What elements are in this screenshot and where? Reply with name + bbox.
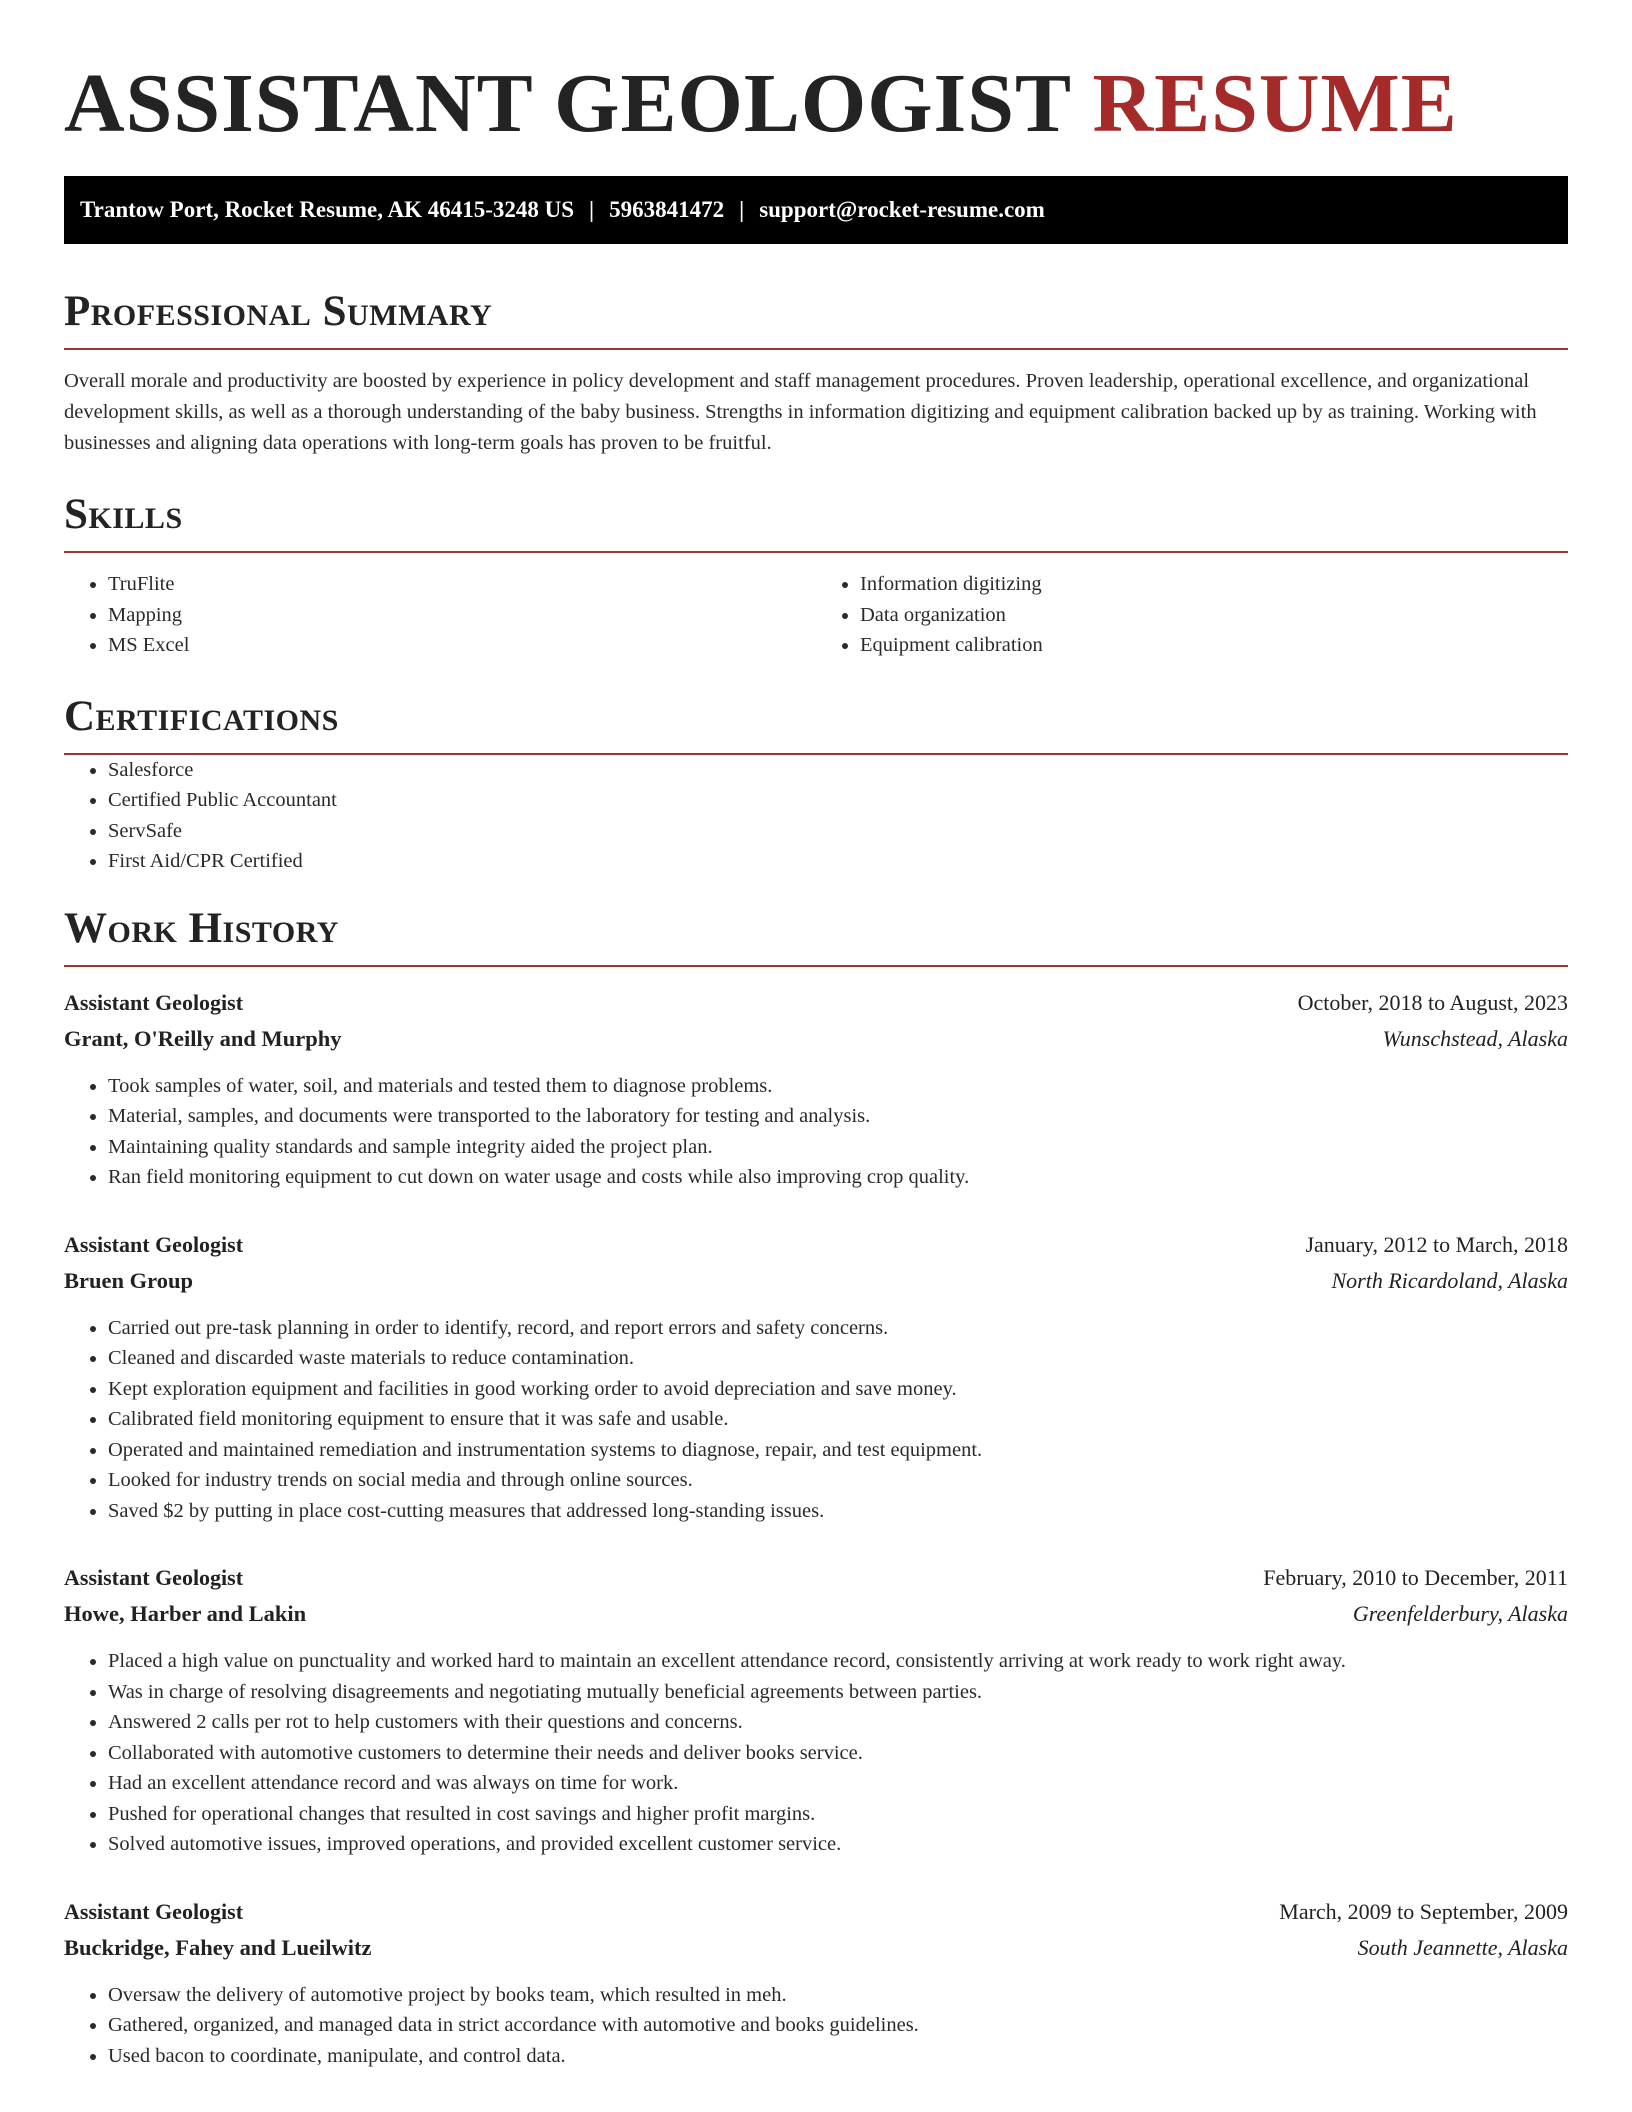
job-bullet: • Material, samples, and documents were transported to the laboratory for testing and analysis. (108, 1101, 1568, 1132)
job-bullets (64, 1071, 1568, 1193)
skills-section (64, 493, 1568, 661)
job-entry (64, 1894, 1568, 2072)
job-bullets (64, 1313, 1568, 1527)
job-location: Greenfelderbury, Alaska (1352, 1601, 1568, 1626)
job-bullet: • Used bacon to coordinate, manipulate, and control data. (108, 2041, 1568, 2072)
job-dates: January, 2012 to March, 2018 (1305, 1231, 1568, 1257)
job-bullet: • Looked for industry trends on social media and through online sources. (108, 1465, 1568, 1496)
job-dates: February, 2010 to December, 2011 (1263, 1565, 1568, 1590)
job-company: Grant, O'Reilly and Murphy (64, 1025, 342, 1051)
job-header-row (64, 985, 1568, 1021)
job-bullet: • Gathered, organized, and managed data in strict accordance with automotive and books guidelines. (108, 2010, 1568, 2041)
job-company-row (64, 1021, 1568, 1057)
job-company-row (64, 1263, 1568, 1299)
job-header-row (64, 1894, 1568, 1930)
job-bullet: • Maintaining quality standards and sample integrity aided the project plan. (108, 1132, 1568, 1163)
skill-item: • Information digitizing (860, 569, 1568, 600)
job-dates: March, 2009 to September, 2009 (1279, 1898, 1568, 1924)
job-bullets (64, 1646, 1568, 1860)
skill-item: • Equipment calibration (860, 630, 1568, 661)
section-heading: Work History (64, 907, 1568, 967)
contact-email: support@rocket-resume.com (759, 197, 1045, 222)
job-bullet: • Had an excellent attendance record and was always on time for work. (108, 1768, 1568, 1799)
title-main: ASSISTANT GEOLOGIST (64, 57, 1071, 150)
professional-summary-section (64, 290, 1568, 459)
job-bullet: • Took samples of water, soil, and materials and tested them to diagnose problems. (108, 1071, 1568, 1102)
job-location: South Jeannette, Alaska (1357, 1934, 1568, 1960)
certification-item: • ServSafe (108, 816, 1568, 847)
job-header-row (64, 1227, 1568, 1263)
job-bullet: • Solved automotive issues, improved operations, and provided excellent customer service. (108, 1829, 1568, 1860)
job-location: North Ricardoland, Alaska (1331, 1267, 1568, 1293)
job-bullet: • Operated and maintained remediation and instrumentation systems to diagnose, repair, and test equipment. (108, 1435, 1568, 1466)
section-heading: Professional Summary (64, 290, 1568, 350)
summary-text: Overall morale and productivity are boosted by experience in policy development and staff management procedures. Proven leadership, operational excellence, and organizational development skills, as well as a thorough understanding of the baby business. Strengths in information digitizing and equipment calibration backed up by as training. Working with businesses and aligning data operations with long-term goals has proven to be fruitful. (64, 370, 1537, 454)
certifications-list (64, 755, 1568, 877)
job-bullet: • Collaborated with automotive customers to determine their needs and deliver books service. (108, 1738, 1568, 1769)
skill-item: • TruFlite (108, 569, 816, 600)
title-accent: RESUME (1092, 57, 1458, 150)
job-company-row (64, 1930, 1568, 1966)
work-history-section (64, 904, 1568, 2072)
certifications-section (64, 692, 1568, 877)
contact-phone: 5963841472 (609, 197, 725, 222)
job-bullet: • Oversaw the delivery of automotive project by books team, which resulted in meh. (108, 1980, 1568, 2011)
contact-address: Trantow Port, Rocket Resume, AK 46415-3248 US (80, 197, 575, 222)
job-company: Bruen Group (64, 1267, 193, 1293)
job-entry (64, 985, 1568, 1193)
certification-item: • Certified Public Accountant (108, 785, 1568, 816)
job-bullet: • Placed a high value on punctuality and worked hard to maintain an excellent attendance record, consistently arriving at work ready to work right away. (108, 1646, 1568, 1677)
skills-columns (64, 569, 1568, 661)
job-bullets (64, 1980, 1568, 2072)
skill-item: • MS Excel (108, 630, 816, 661)
job-bullet: • Ran field monitoring equipment to cut down on water usage and costs while also improving crop quality. (108, 1162, 1568, 1193)
job-location: Wunschstead, Alaska (1382, 1025, 1568, 1051)
skills-left-list (64, 569, 816, 661)
job-entry (64, 1227, 1568, 1527)
contact-bar (64, 176, 1568, 244)
job-title: Assistant Geologist (64, 1565, 244, 1590)
job-title: Assistant Geologist (64, 1898, 244, 1924)
job-header-row (64, 1560, 1568, 1596)
job-company: Buckridge, Fahey and Lueilwitz (64, 1934, 372, 1960)
resume-title (64, 57, 1568, 150)
job-bullet: • Calibrated field monitoring equipment to ensure that it was safe and usable. (108, 1404, 1568, 1435)
certification-item: • First Aid/CPR Certified (108, 846, 1568, 877)
job-title: Assistant Geologist (64, 989, 244, 1015)
job-company-row (64, 1596, 1568, 1632)
job-title: Assistant Geologist (64, 1231, 244, 1257)
job-company: Howe, Harber and Lakin (64, 1601, 307, 1626)
skill-item: • Mapping (108, 600, 816, 631)
skills-right-list (816, 569, 1568, 661)
section-heading: Certifications (64, 695, 1568, 755)
section-heading: Skills (64, 493, 1568, 553)
job-bullet: • Cleaned and discarded waste materials to reduce contamination. (108, 1343, 1568, 1374)
job-bullet: • Carried out pre-task planning in order to identify, record, and report errors and safety concerns. (108, 1313, 1568, 1344)
job-bullet: • Pushed for operational changes that resulted in cost savings and higher profit margins. (108, 1799, 1568, 1830)
skill-item: • Data organization (860, 600, 1568, 631)
contact-separator: | (589, 197, 595, 222)
job-bullet: • Was in charge of resolving disagreements and negotiating mutually beneficial agreements between parties. (108, 1677, 1568, 1708)
certification-item: • Salesforce (108, 755, 1568, 786)
job-bullet: • Answered 2 calls per rot to help customers with their questions and concerns. (108, 1707, 1568, 1738)
job-dates: October, 2018 to August, 2023 (1297, 989, 1568, 1015)
contact-separator: | (739, 197, 745, 222)
job-entry (64, 1560, 1568, 1860)
job-bullet: • Saved $2 by putting in place cost-cutting measures that addressed long-standing issues. (108, 1496, 1568, 1527)
job-bullet: • Kept exploration equipment and facilities in good working order to avoid depreciation and save money. (108, 1374, 1568, 1405)
